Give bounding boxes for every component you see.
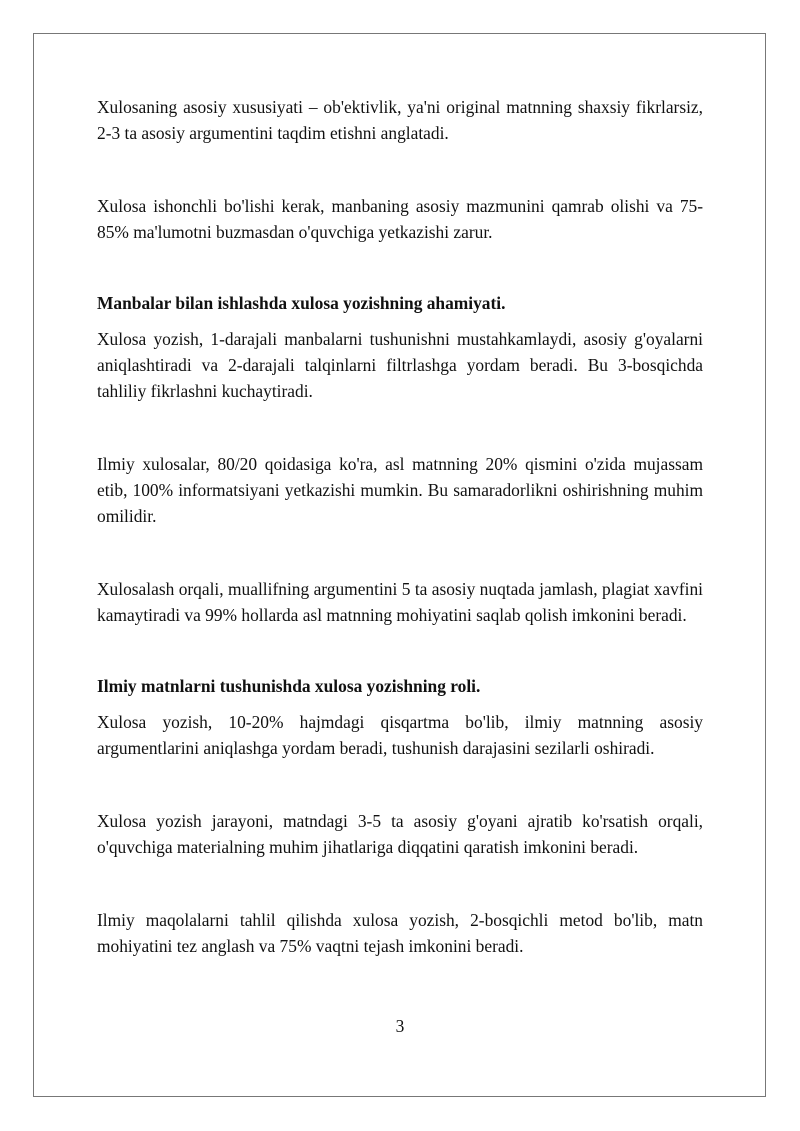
section-heading-2: Ilmiy matnlarni tushunishda xulosa yozishning roli. (97, 676, 481, 696)
section1-paragraph-3: Xulosalash orqali, muallifning argumentini 5 ta asosiy nuqtada jamlash, plagiat xavfini kamaytiradi va 99% hollarda asl matnning mohiyatini saqlab qolish imkonini beradi. (97, 579, 703, 625)
page-number: 3 (395, 1016, 405, 1036)
paragraph-intro-1: Xulosaning asosiy xususiyati – ob'ektivlik, ya'ni original matnning shaxsiy fikrlarsiz, 2-3 ta asosiy argumentini taqdim etishni anglatadi. (97, 97, 703, 143)
section2-paragraph-1: Xulosa yozish, 10-20% hajmdagi qisqartma bo'lib, ilmiy matnning asosiy argumentlarini aniqlashga yordam beradi, tushunish darajasini sezilarli oshiradi. (97, 712, 703, 758)
section2-paragraph-3: Ilmiy maqolalarni tahlil qilishda xulosa yozish, 2-bosqichli metod bo'lib, matn mohiyatini tez anglash va 75% vaqtni tejash imkonini beradi. (97, 910, 703, 956)
section1-paragraph-1: Xulosa yozish, 1-darajali manbalarni tushunishni mustahkamlaydi, asosiy g'oyalarni aniqlashtiradi va 2-darajali talqinlarni filtrlashga yordam beradi. Bu 3-bosqichda tahliliy fikrlashni kuchaytiradi. (97, 329, 703, 401)
section1-paragraph-2: Ilmiy xulosalar, 80/20 qoidasiga ko'ra, asl matnning 20% qismini o'zida mujassam etib, 100% informatsiyani yetkazishi mumkin. Bu samaradorlikni oshirishning muhim omilidir. (97, 454, 703, 526)
document-body (97, 94, 703, 959)
paragraph-intro-2: Xulosa ishonchli bo'lishi kerak, manbaning asosiy mazmunini qamrab olishi va 75-85% ma'lumotni buzmasdan o'quvchiga yetkazishi zarur. (97, 196, 703, 242)
section2-paragraph-2: Xulosa yozish jarayoni, matndagi 3-5 ta asosiy g'oyani ajratib ko'rsatish orqali, o'quvchiga materialning muhim jihatlariga diqqatini qaratish imkonini beradi. (97, 811, 703, 857)
section-heading-1: Manbalar bilan ishlashda xulosa yozishning ahamiyati. (97, 293, 506, 313)
